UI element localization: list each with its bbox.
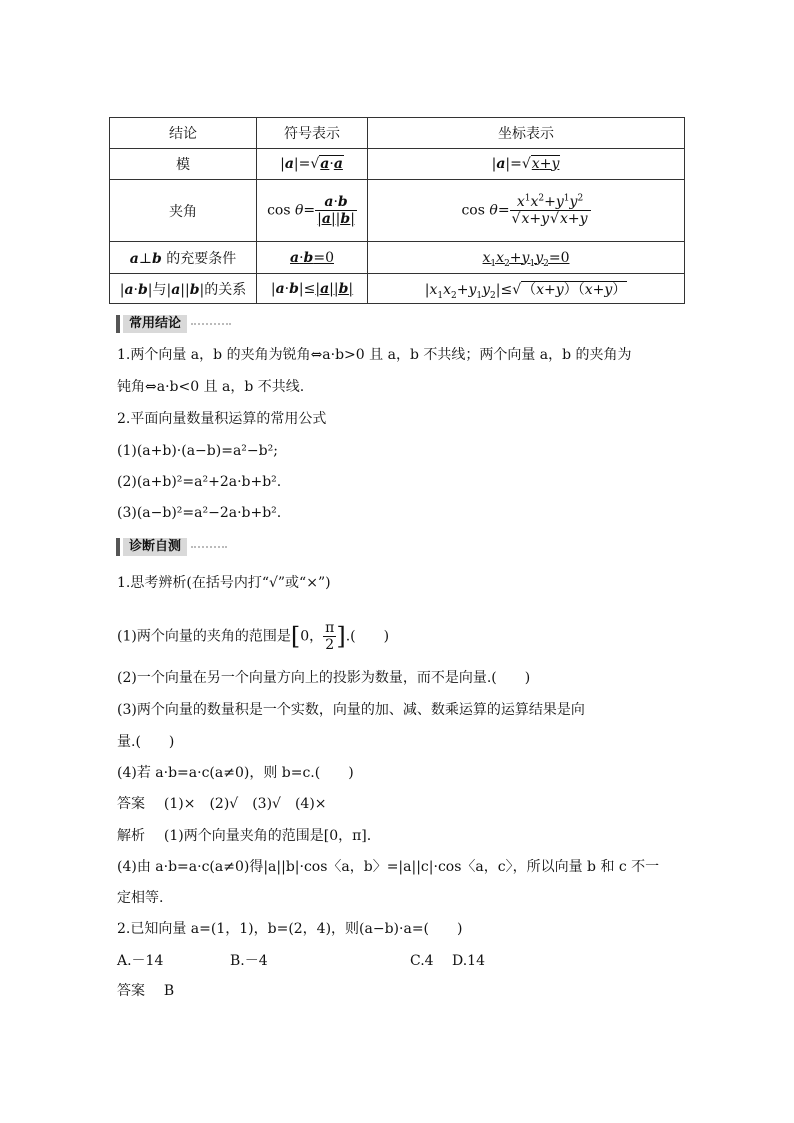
section-header-diagnostic-test bbox=[116, 538, 227, 556]
formula-3: (3)(a−b)²=a²−2a·b+b². bbox=[117, 505, 282, 521]
table-header-row bbox=[110, 118, 685, 149]
answer-2 bbox=[117, 981, 174, 1001]
section-title: 常用结论 bbox=[123, 315, 187, 333]
section-header-common-conclusions bbox=[116, 315, 231, 333]
answer-text: (1)× (2)√ (3)√ (4)× bbox=[163, 796, 327, 812]
header-symbol: 符号表示 bbox=[257, 118, 368, 149]
modulus-symbol: |a|=√a·a bbox=[257, 149, 368, 180]
answer-1 bbox=[117, 794, 327, 814]
pi-over-two: $\frac{\pi}{2}$ bbox=[325, 620, 335, 653]
summary-table bbox=[109, 117, 685, 304]
answer-label: 答案 bbox=[117, 983, 145, 999]
table-row-inequality bbox=[110, 274, 685, 304]
section-title: 诊断自测 bbox=[123, 538, 187, 556]
header-coordinate: 坐标表示 bbox=[368, 118, 685, 149]
section-bar-icon bbox=[116, 315, 120, 333]
explanation-1 bbox=[117, 826, 371, 846]
table-row-perpendicular bbox=[110, 242, 685, 274]
ineq-symbol: |a·b|≤|a||b| bbox=[257, 274, 368, 304]
answer-label: 答案 bbox=[117, 796, 145, 812]
modulus-coord: |a|=√x+y bbox=[368, 149, 685, 180]
question-1-intro: 1.思考辨析(在括号内打“√”或“×”) bbox=[117, 575, 331, 591]
formula-2: (2)(a+b)²=a²+2a·b+b². bbox=[117, 474, 282, 490]
perp-symbol: a·b=0 bbox=[257, 242, 368, 274]
conclusion-line-3: 2.平面向量数量积运算的常用公式 bbox=[117, 411, 327, 427]
q1-1-suffix: .( ) bbox=[345, 628, 390, 645]
row-label: 夹角 bbox=[110, 180, 257, 242]
explanation-text: (1)两个向量夹角的范围是[0，π]. bbox=[163, 828, 372, 844]
ineq-label: |a·b|与|a||b|的关系 bbox=[110, 274, 257, 304]
conclusion-line-1: 1.两个向量 a，b 的夹角为锐角⇔a·b>0 且 a，b 不共线；两个向量 a，b 的夹角为 bbox=[117, 347, 632, 363]
section-divider bbox=[191, 546, 227, 548]
option-b: B.－4 bbox=[230, 953, 268, 969]
angle-symbol: cos θ= $\frac{a\cdot b}{|a||b|}$ bbox=[257, 180, 368, 242]
q1-1-prefix: (1)两个向量的夹角的范围是 bbox=[117, 628, 291, 645]
answer-text: B bbox=[163, 983, 175, 999]
question-1-item-3b: 量.( ) bbox=[117, 734, 175, 750]
table-row-modulus bbox=[110, 149, 685, 180]
perp-coord: $x_1x_2+y_1y_2=0$ bbox=[368, 242, 685, 274]
question-1-item-4: (4)若 a·b=a·c(a≠0)，则 b=c.( ) bbox=[117, 765, 354, 781]
question-2: 2.已知向量 a=(1，1)，b=(2，4)，则(a−b)·a=( ) bbox=[117, 921, 463, 937]
q1-1-zero: 0， bbox=[300, 628, 324, 645]
explanation-label: 解析 bbox=[117, 828, 145, 844]
perp-label: a⊥b 的充要条件 bbox=[110, 242, 257, 274]
conclusion-line-2: 钝角⇔a·b<0 且 a，b 不共线. bbox=[117, 379, 305, 395]
ineq-coord: $|x_1x_2+y_1y_2|\le√(x+y)(x+y)$ bbox=[368, 274, 685, 304]
question-1-item-1: (1)两个向量的夹角的范围是[0， $\frac{\pi}{2}$ ].( ) bbox=[117, 620, 390, 653]
section-divider bbox=[191, 323, 231, 325]
question-1-item-3a: (3)两个向量的数量积是一个实数，向量的加、减、数乘运算的运算结果是向 bbox=[117, 702, 585, 718]
option-d: D.14 bbox=[452, 953, 485, 969]
option-c: C.4 bbox=[410, 953, 434, 969]
explanation-3: 定相等. bbox=[117, 890, 164, 906]
question-1-item-2: (2)一个向量在另一个向量方向上的投影为数量，而不是向量.( ) bbox=[117, 670, 531, 686]
row-label: 模 bbox=[110, 149, 257, 180]
header-conclusion: 结论 bbox=[110, 118, 257, 149]
option-a: A.－14 bbox=[117, 953, 164, 969]
table-row-angle bbox=[110, 180, 685, 242]
angle-coord: cos θ= $\frac{x^1x^2+y^1y^2}{√x+y√x+y}$ bbox=[368, 180, 685, 242]
formula-1: (1)(a+b)·(a−b)=a²−b²; bbox=[117, 443, 278, 459]
section-bar-icon bbox=[116, 538, 120, 556]
explanation-2: (4)由 a·b=a·c(a≠0)得|a||b|·cos〈a，b〉=|a||c|·cos〈a，c〉，所以向量 b 和 c 不一 bbox=[117, 859, 660, 875]
